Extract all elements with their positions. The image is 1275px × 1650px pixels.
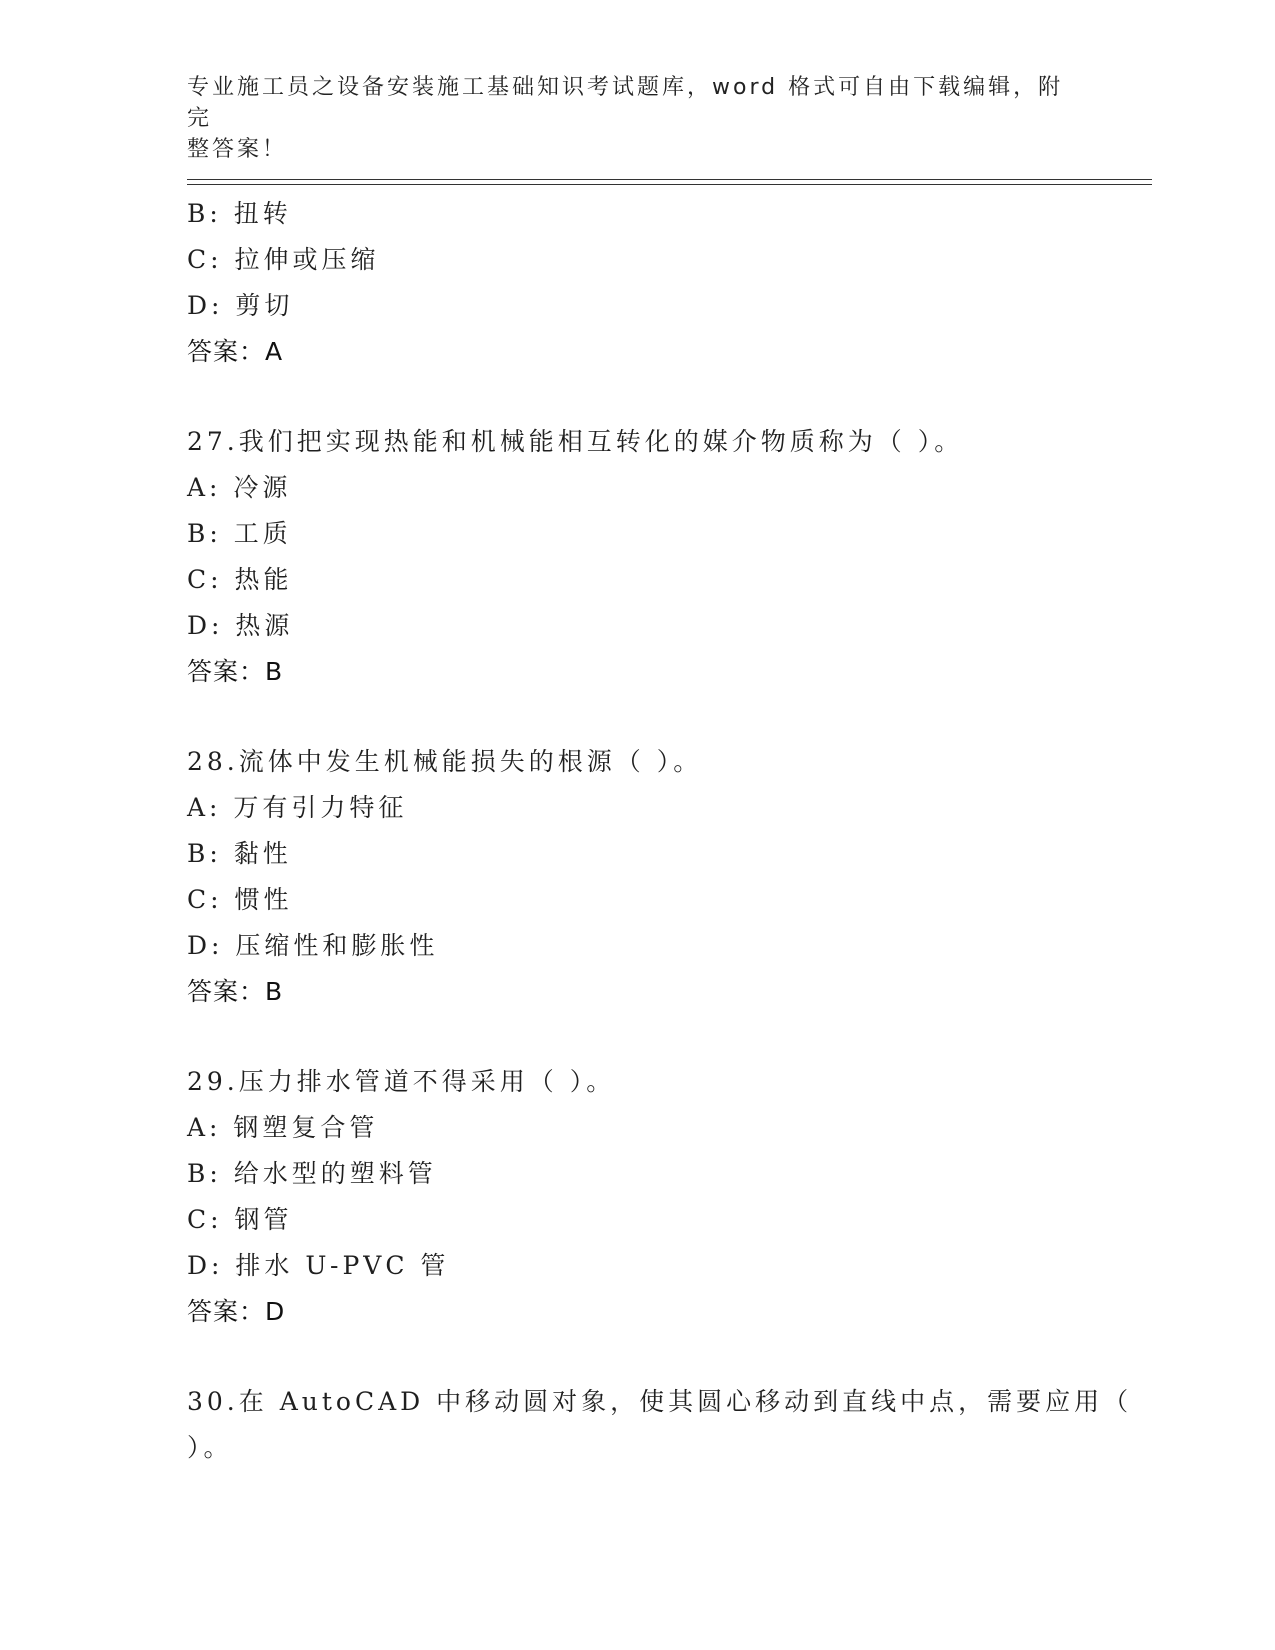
question-stem: 29.压力排水管道不得采用（ ）。 (187, 1067, 616, 1096)
spacer (187, 1335, 1087, 1379)
question-stem-line-2: ）。 (187, 1433, 233, 1462)
question-stem: 27.我们把实现热能和机械能相互转化的媒介物质称为（ ）。 (187, 427, 964, 456)
question-list (187, 191, 1133, 1471)
option-b: B: 扭转 (187, 199, 292, 228)
option-d: D: 剪切 (187, 291, 294, 320)
option-b: B: 工质 (187, 519, 292, 548)
answer-line: 答案：B (187, 977, 284, 1006)
question-30 (187, 1379, 1133, 1471)
option-a: A: 冷源 (187, 473, 292, 502)
option-a: A: 万有引力特征 (187, 793, 408, 822)
question-stem-line-1: 30.在 AutoCAD 中移动圆对象，使其圆心移动到直线中点，需要应用（ (187, 1387, 1133, 1416)
option-c: C: 热能 (187, 565, 293, 594)
answer-line: 答案：B (187, 657, 284, 686)
question-29 (187, 1059, 1087, 1335)
question-stem: 28.流体中发生机械能损失的根源（ ）。 (187, 747, 703, 776)
spacer (187, 375, 1087, 419)
option-a: A: 钢塑复合管 (187, 1113, 379, 1142)
option-c: C: 惯性 (187, 885, 293, 914)
answer-line: 答案：A (187, 337, 284, 366)
header-divider-bottom (187, 184, 1152, 185)
question-28 (187, 739, 1087, 1015)
option-c: C: 钢管 (187, 1205, 293, 1234)
answer-line: 答案：D (187, 1297, 286, 1326)
header-divider-top (187, 179, 1152, 180)
question-27 (187, 419, 1087, 695)
option-d: D: 排水 U-PVC 管 (187, 1251, 450, 1280)
option-b: B: 黏性 (187, 839, 292, 868)
option-d: D: 压缩性和膨胀性 (187, 931, 439, 960)
header-title-line-1: 专业施工员之设备安装施工基础知识考试题库，word 格式可自由下载编辑，附完 (187, 75, 1064, 131)
spacer (187, 1015, 1087, 1059)
option-c: C: 拉伸或压缩 (187, 245, 380, 274)
spacer (187, 695, 1087, 739)
document-header (187, 72, 1067, 165)
option-b: B: 给水型的塑料管 (187, 1159, 437, 1188)
question-26-continued (187, 191, 1087, 375)
option-d: D: 热源 (187, 611, 294, 640)
header-title-line-2: 整答案！ (187, 137, 288, 162)
